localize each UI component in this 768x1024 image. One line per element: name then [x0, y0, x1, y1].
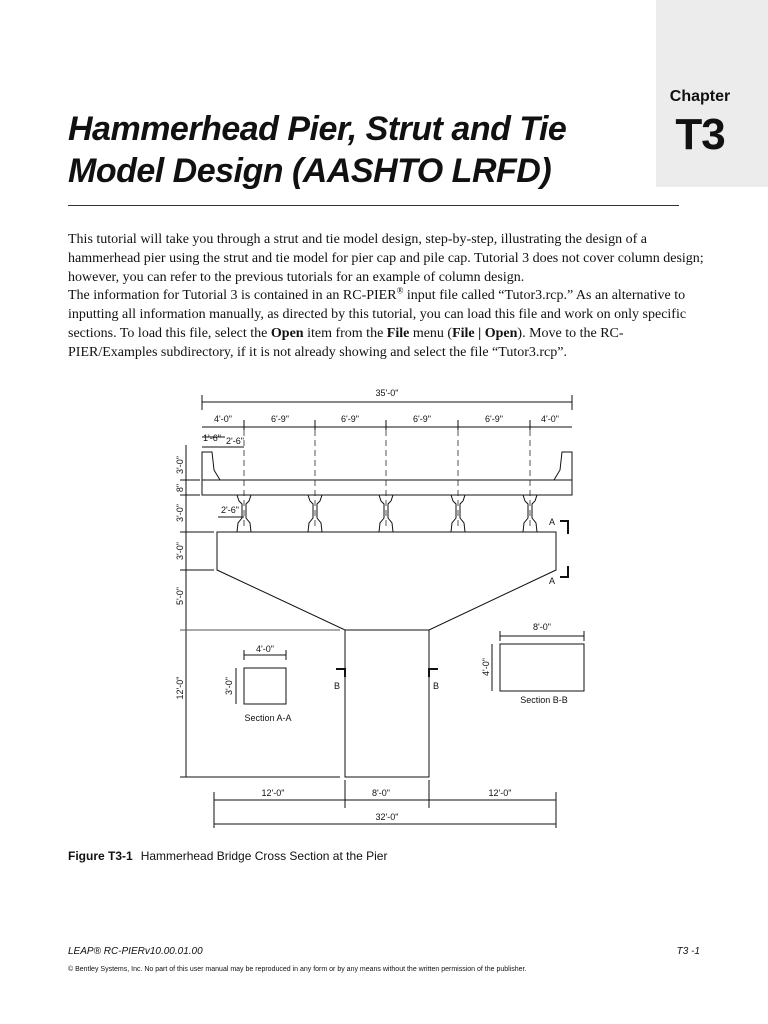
- dimension-label: 12'-0": [261, 788, 285, 798]
- footer-page-number: T3 -1: [676, 946, 700, 957]
- section-b-marker: [336, 669, 345, 677]
- right-barrier: [554, 452, 572, 480]
- dimension-label: 4'-0": [481, 658, 491, 676]
- dimension-label: 3'-0": [175, 542, 185, 560]
- figure-drawing: [0, 370, 768, 840]
- open-menu-item-text: Open: [270, 326, 304, 341]
- dimension-label: 2'-6": [221, 505, 239, 515]
- dimension-label: 4'-0": [214, 414, 232, 424]
- dimension-label: 6'-9": [341, 414, 359, 424]
- pier-column: [345, 630, 429, 777]
- file-open-path-text: File | Open: [452, 326, 518, 341]
- dimension-label: 32'-0": [375, 812, 399, 822]
- page-title: Hammerhead Pier, Strut and Tie Model Design (AASHTO LRFD): [68, 110, 567, 190]
- section-a-marker: [560, 566, 568, 577]
- paragraph-text: menu (: [409, 326, 453, 341]
- paragraph-text: input file called “Tutor3.rcp.” As an alternative to inputting all information manually, as directed by this tutorial, you can load this file and work on only specific sections. To load this file, select the: [68, 288, 687, 341]
- section-a-marker: [560, 521, 568, 534]
- dimension-label: 8'-0": [372, 788, 390, 798]
- dimension-label: 6'-9": [271, 414, 289, 424]
- dimension-label: 2'-6": [226, 436, 244, 446]
- dimension-label: 12'-0": [488, 788, 512, 798]
- section-aa-label: Section A-A: [244, 713, 292, 723]
- dimension-label: 12'-0": [175, 676, 185, 700]
- registered-mark: ®: [396, 285, 404, 296]
- figure-number: Figure T3-1: [68, 849, 133, 863]
- dimension-label: 4'-0": [541, 414, 559, 424]
- intro-paragraph: This tutorial will take you through a strut and tie model design, step-by-step, illustrating the design of a hammerhead pier using the strut and tie model for pier cap and pile cap. Tutorial 3 does not cover column design; however, you can refer to the previous tutorials for an example of column design.: [68, 232, 704, 285]
- dimension-label: 5'-0": [175, 587, 185, 605]
- dimension-label: 6'-9": [413, 414, 431, 424]
- paragraph-text: The information for Tutorial 3 is contained in an RC-PIER: [68, 288, 397, 303]
- paragraph-text: item from the: [303, 326, 387, 341]
- chapter-label: Chapter: [669, 88, 731, 105]
- section-bb-shape: [500, 644, 584, 691]
- section-aa-shape: [244, 668, 286, 704]
- dimension-label: 1'-6": [203, 433, 221, 443]
- pier-cap: [217, 532, 556, 630]
- hammerhead-pier-drawing: [0, 370, 768, 840]
- chapter-number: T3: [675, 110, 725, 159]
- dimension-label: 6'-9": [485, 414, 503, 424]
- figure-caption: [68, 849, 387, 863]
- section-a-label: A: [548, 517, 556, 527]
- left-barrier: [202, 452, 220, 480]
- section-b-label: B: [432, 681, 440, 691]
- footer-copyright: © Bentley Systems, Inc. No part of this user manual may be reproduced in any form or by any means without the written permission of the publisher.: [68, 966, 527, 973]
- dimension-label: 35'-0": [375, 388, 399, 398]
- dimension-label: 3'-0": [175, 456, 185, 474]
- chapter-tab: [656, 0, 768, 187]
- file-menu-text: File: [386, 326, 410, 341]
- footer-product: LEAP® RC-PIERv10.00.01.00: [68, 946, 203, 957]
- section-a-label: A: [548, 576, 556, 586]
- section-b-marker: [429, 669, 438, 677]
- title-divider: [68, 205, 679, 206]
- dimension-label: 4'-0": [256, 644, 274, 654]
- section-b-label: B: [333, 681, 341, 691]
- dimension-label: 8": [175, 483, 185, 493]
- girders: [237, 495, 537, 532]
- section-bb-label: Section B-B: [520, 695, 568, 705]
- dimension-label: 3'-0": [224, 677, 234, 695]
- figure-caption-text: Hammerhead Bridge Cross Section at the Pier: [140, 849, 388, 863]
- load-file-paragraph: [68, 286, 708, 362]
- deck-slab: [202, 480, 572, 495]
- dimension-label: 3'-0": [175, 504, 185, 522]
- dimension-label: 8'-0": [533, 622, 551, 632]
- paragraph-text: ). Move to the RC-PIER/Examples subdirectory, if it is not already showing and select the file “Tutor3.rcp”.: [68, 326, 624, 360]
